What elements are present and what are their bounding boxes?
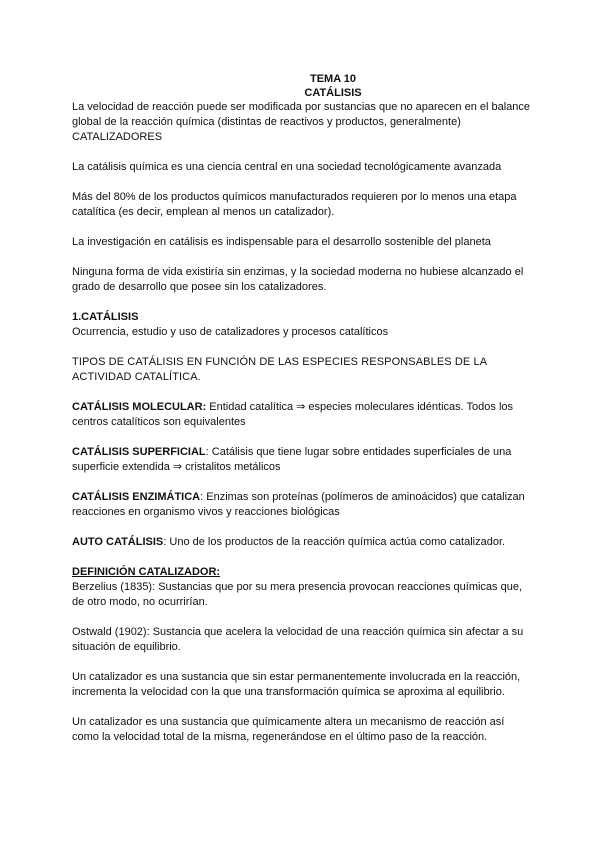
- catalisis-enzimatica-text: : Enzimas son proteínas (polímeros de aminoácidos) que catalizan reacciones en organismo vivos y reacciones biológicas: [72, 491, 525, 518]
- catalisis-enzimatica: [72, 490, 532, 520]
- intro-paragraph-5: Ninguna forma de vida existiría sin enzimas, y la sociedad moderna no hubiese alcanzado el grado de desarrollo que posee sin los catalizadores.: [72, 266, 524, 293]
- catalisis-molecular-text: Entidad catalítica ⇒ especies moleculares idénticas. Todos los centros catalíticos son equivalentes: [72, 401, 514, 428]
- page-title: CATÁLISIS: [304, 87, 362, 99]
- catalisis-molecular-label: CATÁLISIS MOLECULAR:: [72, 401, 207, 413]
- tipos-catalisis-heading: TIPOS DE CATÁLISIS EN FUNCIÓN DE LAS ESPECIES RESPONSABLES DE LA ACTIVIDAD CATALÍTICA.: [72, 356, 487, 383]
- intro-paragraph-2: La catálisis química es una ciencia central en una sociedad tecnológicamente avanzada: [72, 161, 502, 173]
- document-page: [72, 72, 532, 745]
- intro-paragraph-4: La investigación en catálisis es indispensable para el desarrollo sostenible del planeta: [72, 236, 491, 248]
- intro-paragraph-3: Más del 80% de los productos químicos manufacturados requieren por lo menos una etapa catalítica (es decir, emplean al menos un catalizador).: [72, 191, 517, 218]
- section-catalisis-title: 1.CATÁLISIS: [72, 311, 139, 323]
- catalisis-enzimatica-label: CATÁLISIS ENZIMÁTICA: [72, 491, 201, 503]
- definicion-ostwald: Ostwald (1902): Sustancia que acelera la velocidad de una reacción química sin afectar a su situación de equilibrio.: [72, 626, 524, 653]
- tema-heading: TEMA 10: [309, 73, 357, 85]
- definicion-4: Un catalizador es una sustancia que químicamente altera un mecanismo de reacción así como la velocidad total de la misma, regenerándose en el último paso de la reacción.: [72, 716, 505, 743]
- auto-catalisis: [72, 535, 532, 550]
- auto-catalisis-label: AUTO CATÁLISIS: [72, 536, 164, 548]
- catalisis-superficial: [72, 445, 532, 475]
- definicion-berzelius: Berzelius (1835): Sustancias que por su mera presencia provocan reacciones químicas que, de otro modo, no ocurrirían.: [72, 581, 523, 608]
- catalisis-molecular: [72, 400, 532, 430]
- intro-paragraph-1: La velocidad de reacción puede ser modificada por sustancias que no aparecen en el balance global de la reacción química (distintas de reactivos y productos, generalmente) CATALIZADORES: [72, 101, 531, 143]
- catalisis-superficial-label: CATÁLISIS SUPERFICIAL: [72, 446, 206, 458]
- definicion-catalizador-title: DEFINICIÓN CATALIZADOR:: [72, 566, 221, 578]
- section-catalisis-desc: Ocurrencia, estudio y uso de catalizadores y procesos catalíticos: [72, 326, 389, 338]
- definicion-3: Un catalizador es una sustancia que sin estar permanentemente involucrada en la reacción, incrementa la velocidad con la que una transformación química se aproxima al equilibrio.: [72, 671, 521, 698]
- catalisis-superficial-text: : Catálisis que tiene lugar sobre entidades superficiales de una superficie extendida ⇒ cristalitos metálicos: [72, 446, 512, 473]
- auto-catalisis-text: : Uno de los productos de la reacción química actúa como catalizador.: [163, 536, 506, 548]
